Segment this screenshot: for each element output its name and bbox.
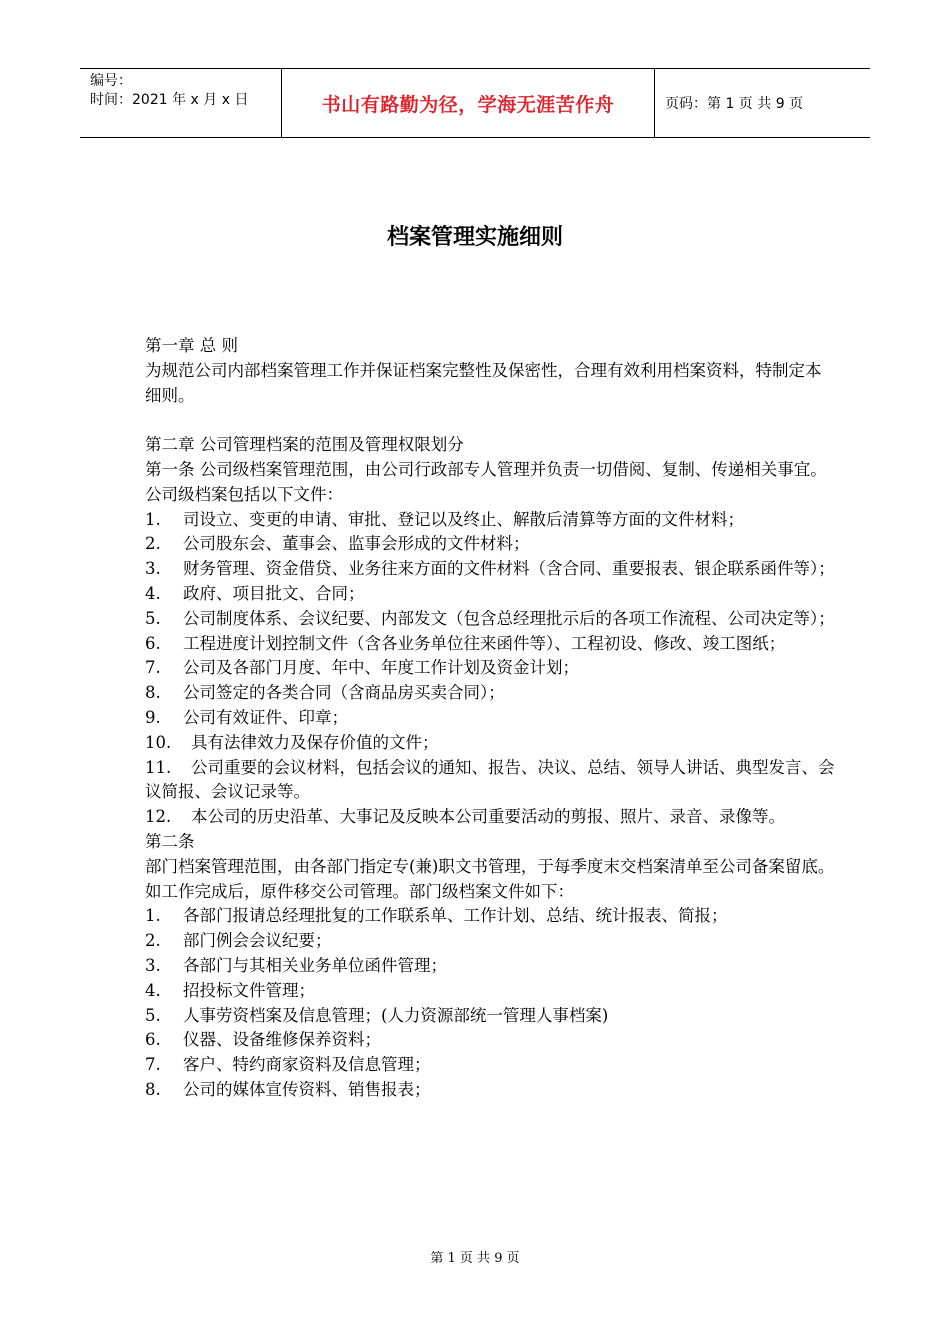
list-item-number: 1. [145, 906, 161, 926]
list-item-number: 1. [145, 509, 161, 529]
list-item-number: 4. [145, 583, 161, 603]
list-item [145, 756, 835, 806]
list-item-text: 财务管理、资金借贷、业务往来方面的文件材料（含合同、重要报表、银企联系函件等）； [183, 559, 835, 579]
list-item-number: 9. [145, 707, 161, 727]
list-item-number: 6. [145, 1030, 161, 1050]
department-archive-list [145, 904, 835, 1102]
list-item [145, 582, 835, 607]
list-item [145, 904, 835, 929]
list-item-text: 公司重要的会议材料，包括会议的通知、报告、决议、总结、领导人讲话、典型发言、会议简报、会议记录等。 [145, 757, 835, 802]
header-motto: 书山有路勤为径，学海无涯苦作舟 [282, 69, 655, 137]
list-item-number: 12. [145, 807, 172, 827]
list-item [145, 1053, 835, 1078]
list-item-number: 5. [145, 1005, 161, 1025]
list-item-text: 公司制度体系、会议纪要、内部发文（包含总经理批示后的各项工作流程、公司决定等）； [183, 608, 835, 628]
chapter1-text: 为规范公司内部档案管理工作并保证档案完整性及保密性，合理有效利用档案资料，特制定本细则。 [145, 360, 822, 405]
list-item-number: 2. [145, 534, 161, 554]
list-item-number: 2. [145, 931, 161, 951]
list-item [145, 731, 835, 756]
list-item-number: 4. [145, 980, 161, 1000]
list-item-number: 7. [145, 658, 161, 678]
document-title: 档案管理实施细则 [386, 225, 563, 250]
list-item-number: 7. [145, 1055, 161, 1075]
list-item [145, 557, 835, 582]
list-item-text: 客户、特约商家资料及信息管理； [183, 1055, 431, 1075]
list-item-text: 公司签定的各类合同（含商品房买卖合同）； [183, 683, 505, 703]
document-number-label: 编号： [90, 73, 132, 89]
list-item [145, 1078, 835, 1103]
list-item [145, 954, 835, 979]
list-item-number: 6. [145, 633, 161, 653]
list-item [145, 1004, 835, 1029]
list-item [145, 681, 835, 706]
list-item [145, 929, 835, 954]
list-item-number: 3. [145, 955, 161, 975]
list-item-text: 公司的媒体宣传资料、销售报表； [183, 1079, 431, 1099]
list-item-text: 司设立、变更的申请、审批、登记以及终止、解散后清算等方面的文件材料； [183, 509, 744, 529]
list-item-text: 公司有效证件、印章； [183, 707, 348, 727]
list-item [145, 508, 835, 533]
list-item-text: 各部门报请总经理批复的工作联系单、工作计划、总结、统计报表、简报； [183, 906, 728, 926]
list-item-text: 政府、项目批文、合同； [183, 583, 365, 603]
list-item-number: 8. [145, 1079, 161, 1099]
list-item-text: 工程进度计划控制文件（含各业务单位往来函件等）、工程初设、修改、竣工图纸； [183, 633, 786, 653]
list-item-text: 公司股东会、董事会、监事会形成的文件材料； [183, 534, 530, 554]
document-body [145, 334, 835, 1103]
list-item [145, 706, 835, 731]
list-item [145, 607, 835, 632]
list-item [145, 1028, 835, 1053]
chapter2-heading: 第二章 公司管理档案的范围及管理权限划分 [145, 435, 464, 455]
list-item-number: 3. [145, 559, 161, 579]
list-item [145, 532, 835, 557]
list-item [145, 805, 835, 830]
list-item-text: 公司及各部门月度、年中、年度工作计划及资金计划； [183, 658, 579, 678]
list-item-text: 部门例会会议纪要； [183, 931, 332, 951]
article1-text: 第一条 公司级档案管理范围，由公司行政部专人管理并负责一切借阅、复制、传递相关事宜。公司级档案包括以下文件： [145, 459, 827, 504]
list-item-number: 10. [145, 732, 172, 752]
list-item [145, 656, 835, 681]
header-page-label: 页码：第 1 页 共 9 页 [665, 96, 804, 112]
article2-heading: 第二条 [145, 831, 195, 851]
list-item-text: 具有法律效力及保存价值的文件； [191, 732, 439, 752]
list-item-text: 本公司的历史沿革、大事记及反映本公司重要活动的剪报、照片、录音、录像等。 [191, 807, 785, 827]
page-footer: 第 1 页 共 9 页 [430, 1251, 520, 1266]
list-item-text: 人事劳资档案及信息管理；(人力资源部统一管理人事档案) [183, 1005, 609, 1025]
article2-text: 部门档案管理范围，由各部门指定专(兼)职文书管理，于每季度末交档案清单至公司备案留底。如工作完成后，原件移交公司管理。部门级档案文件如下： [145, 856, 835, 901]
list-item-text: 招投标文件管理； [183, 980, 315, 1000]
list-item-number: 8. [145, 683, 161, 703]
company-archive-list [145, 508, 835, 830]
document-date-label: 时间：2021 年 x 月 x 日 [90, 92, 249, 108]
list-item-number: 5. [145, 608, 161, 628]
header-meta [80, 69, 282, 137]
list-item [145, 979, 835, 1004]
list-item-text: 仪器、设备维修保养资料； [183, 1030, 381, 1050]
header-table [80, 68, 870, 138]
chapter1-heading: 第一章 总 则 [145, 336, 238, 355]
list-item [145, 632, 835, 657]
list-item-number: 11. [145, 757, 172, 777]
list-item-text: 各部门与其相关业务单位函件管理； [183, 955, 447, 975]
